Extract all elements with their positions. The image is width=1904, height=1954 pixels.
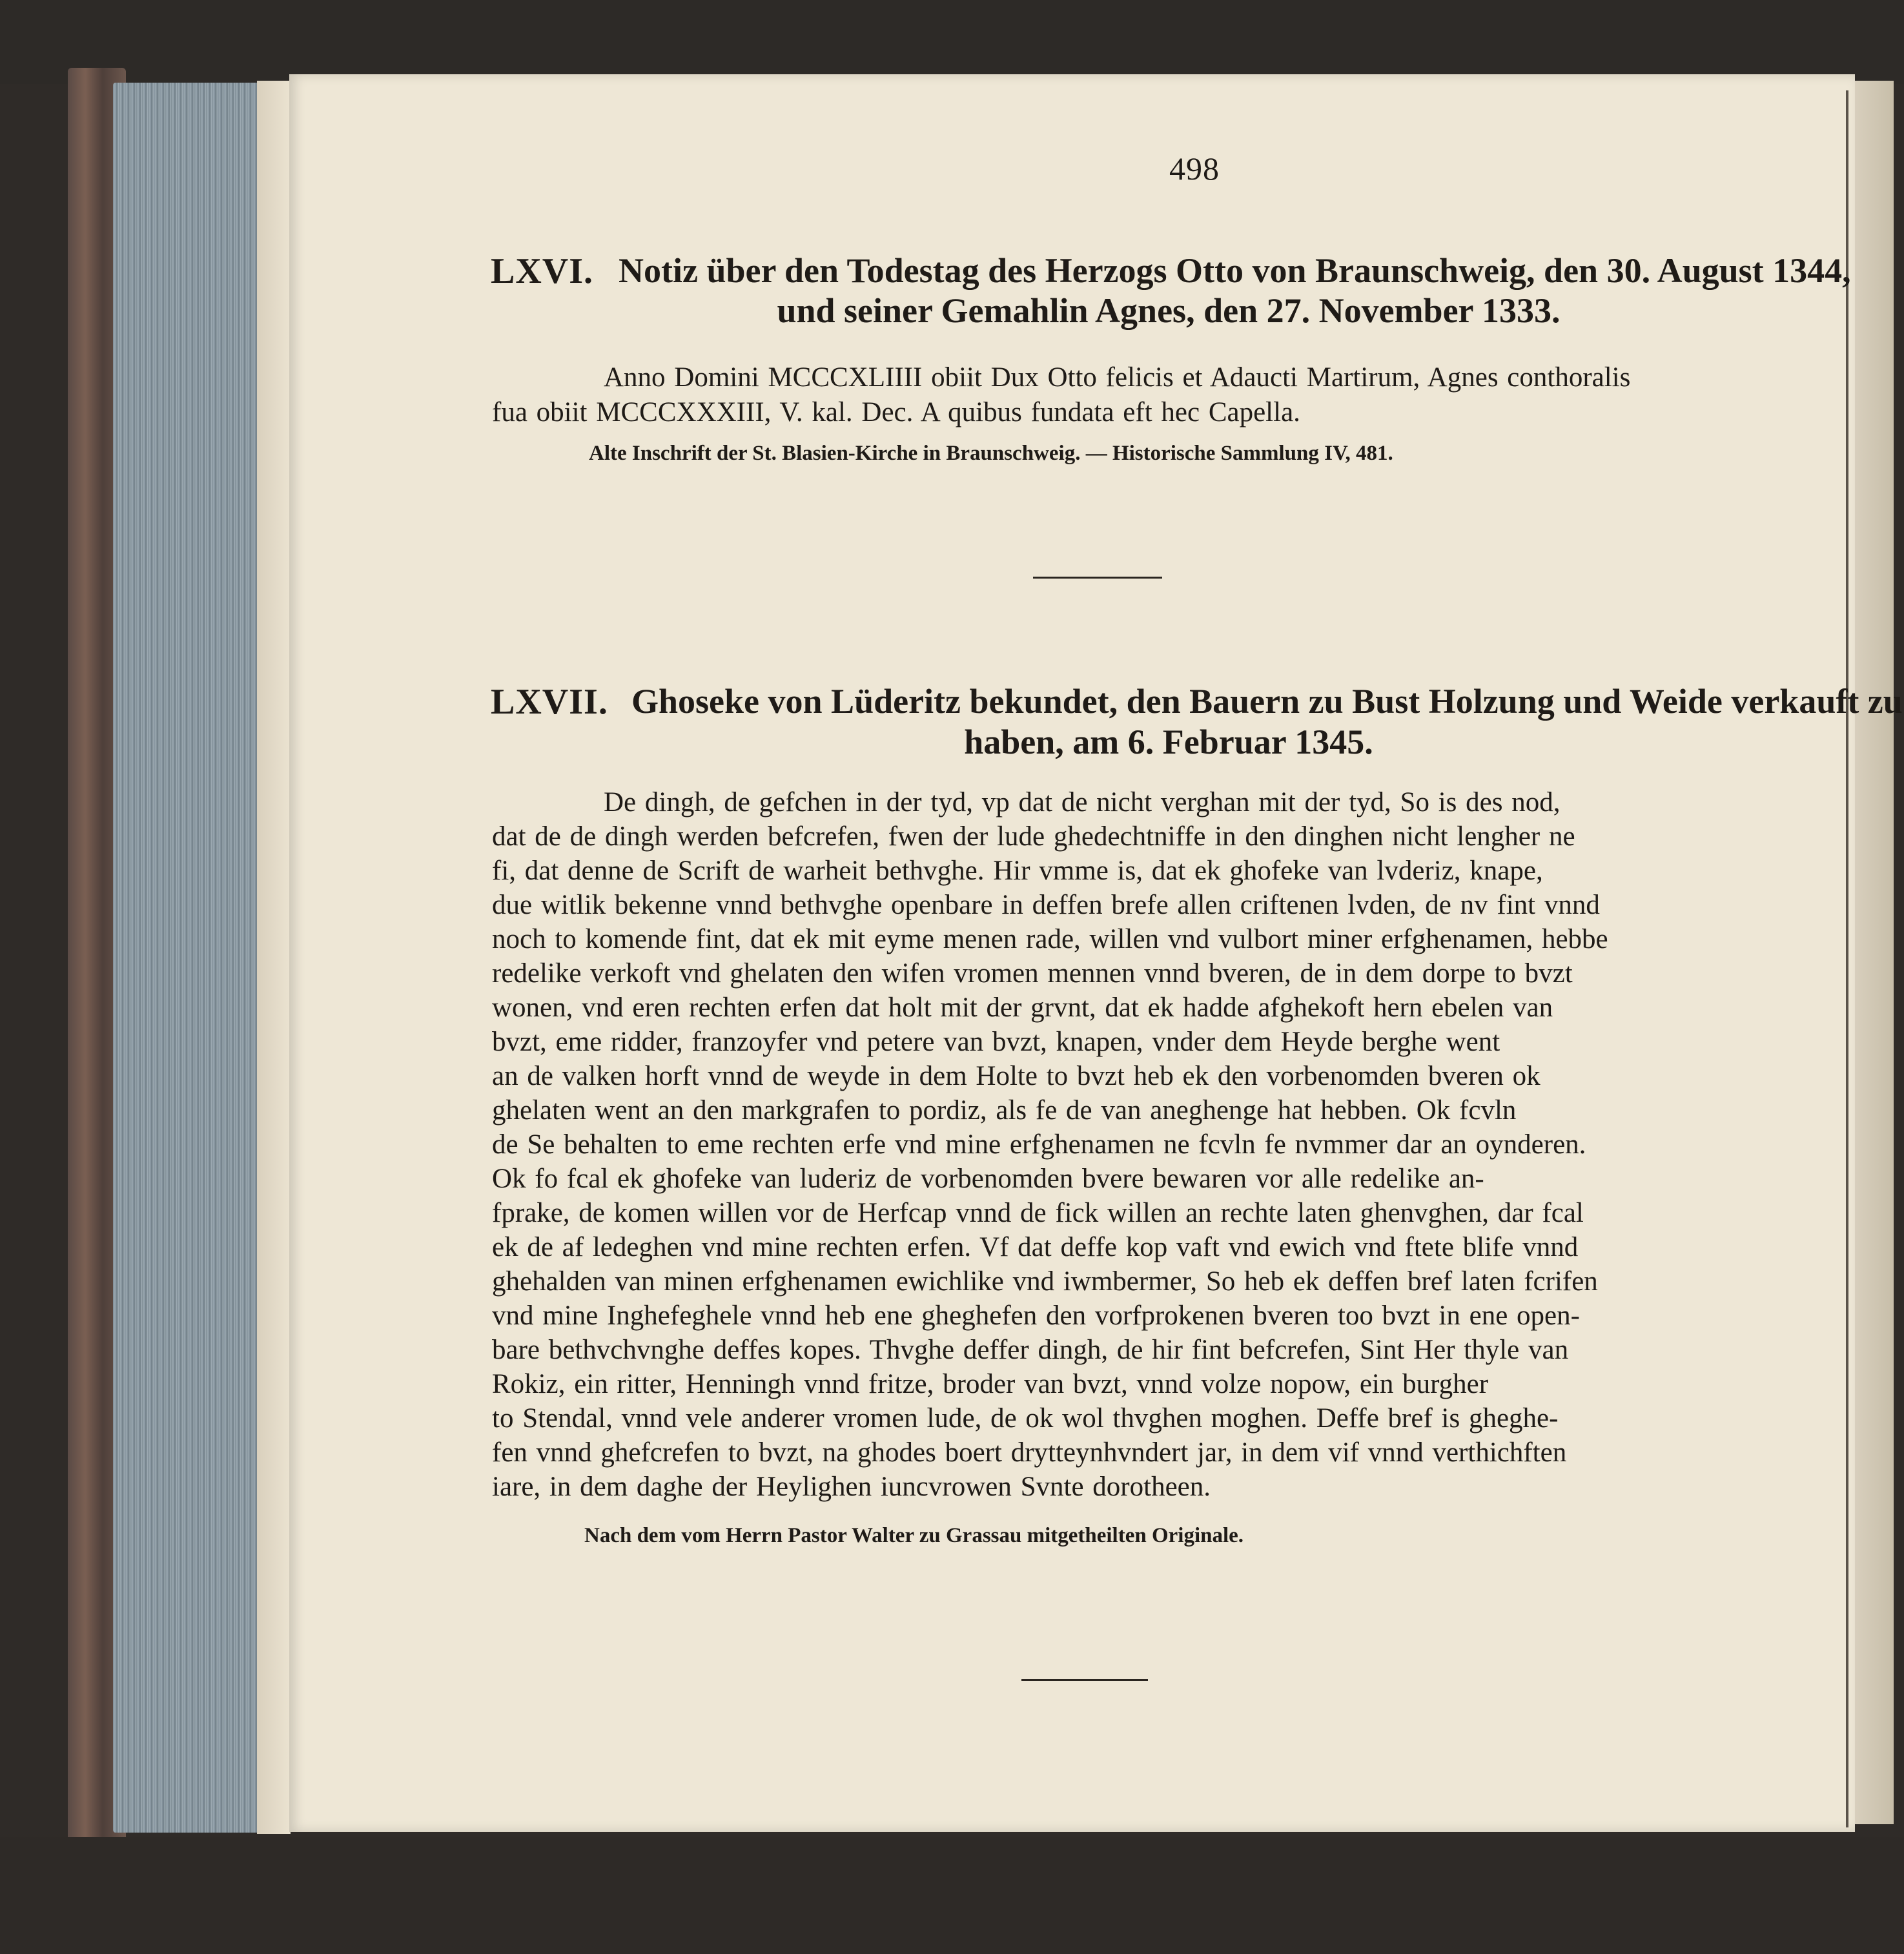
document-text-line: an de valken horft vnnd de weyde in dem Holte to bvzt heb ek den vorbenomden bveren ok — [492, 1061, 1541, 1091]
section-divider — [1033, 577, 1162, 579]
document-text-line: fi, dat denne de Scrift de warheit bethvghe. Hir vmme is, dat ek ghofeke van lvderiz, knape, — [492, 856, 1543, 886]
document-text-line: fprake, de komen willen vor de Herfcap vnnd de fick willen an rechte laten ghenvghen, dar fcal — [492, 1198, 1584, 1228]
document-text-line: bvzt, eme ridder, franzoyfer vnd petere van bvzt, knapen, vnder dem Heyde berghe went — [492, 1027, 1500, 1057]
inscription-line: Anno Domini MCCCXLIIII obiit Dux Otto felicis et Adaucti Martirum, Agnes conthoralis — [604, 362, 1631, 393]
document-text-line: vnd mine Inghefeghele vnnd heb ene gheghefen den vorfprokenen bveren too bvzt in ene open- — [492, 1301, 1580, 1331]
source-note: Nach dem vom Herrn Pastor Walter zu Grassau mitgetheilten Originale. — [584, 1524, 1244, 1547]
document-text-line: ghehalden van minen erfghenamen ewichlike vnd iwmbermer, So heb ek deffen bref laten fcrifen — [492, 1266, 1598, 1297]
document-text-line: Ok fo fcal ek ghofeke van luderiz de vorbenomden bvere bewaren vor alle redelike an- — [492, 1164, 1484, 1194]
document-text-line: noch to komende fint, dat ek mit eyme menen rade, willen vnd vulbort miner erfghenamen, hebbe — [492, 924, 1608, 954]
background-top — [0, 0, 1904, 84]
page-fold — [1846, 90, 1848, 1827]
document-text-line: bare bethvchvnghe deffes kopes. Thvghe deffer dingh, de hir fint befcrefen, Sint Her thyle van — [492, 1335, 1569, 1365]
document-text-line: ek de af ledeghen vnd mine rechten erfen. Vf dat deffe kop vaft vnd ewich vnd ftete blife vnnd — [492, 1232, 1579, 1262]
document-text-line: Rokiz, ein ritter, Henningh vnnd fritze, broder van bvzt, vnnd volze nopow, ein burgher — [492, 1369, 1489, 1399]
right-page-stack — [1855, 81, 1894, 1824]
page-edge-cream — [257, 81, 291, 1834]
document-text-line: ghelaten went an den markgrafen to pordiz, als fe de van aneghenge hat hebben. Ok fcvln — [492, 1095, 1517, 1126]
section-number: LXVII. — [491, 682, 608, 722]
document-text-line: dat de de dingh werden befcrefen, fwen der lude ghedechtniffe in den dinghen nicht lengher ne — [492, 821, 1575, 852]
document-text-line: redelike verkoft vnd ghelaten den wifen vromen mennen vnnd bveren, de in dem dorpe to bvzt — [492, 958, 1573, 989]
section-title-line: und seiner Gemahlin Agnes, den 27. November 1333. — [777, 291, 1561, 330]
document-text-line: to Stendal, vnnd vele anderer vromen lude, de ok wol thvghen moghen. Deffe bref is gheghe- — [492, 1403, 1559, 1434]
inscription-line: fua obiit MCCCXXXIII, V. kal. Dec. A quibus fundata eft hec Capella. — [492, 397, 1300, 427]
document-text-line: de Se behalten to eme rechten erfe vnd mine erfghenamen ne fcvln fe nvmmer dar an oynderen. — [492, 1129, 1586, 1160]
document-text-line: De dingh, de gefchen in der tyd, vp dat de nicht verghan mit der tyd, So is des nod, — [604, 787, 1561, 818]
document-text-line: due witlik bekenne vnnd bethvghe openbare in deffen brefe allen criftenen lvden, de nv fint vnnd — [492, 890, 1600, 920]
section-number: LXVI. — [491, 251, 594, 291]
section-title-line: Notiz über den Todestag des Herzogs Otto von Braunschweig, den 30. August 1344, — [619, 251, 1851, 290]
page-number: 498 — [1169, 150, 1220, 187]
section-title-line: haben, am 6. Februar 1345. — [964, 723, 1373, 761]
document-text-line: iare, in dem daghe der Heylighen iuncvrowen Svnte dorotheen. — [492, 1472, 1211, 1502]
source-note: Alte Inschrift der St. Blasien-Kirche in Braunschweig. — Historische Sammlung IV, 481. — [589, 442, 1393, 465]
background-bottom — [0, 1837, 1904, 1954]
document-text-line: fen vnnd ghefcrefen to bvzt, na ghodes boert drytteynhvndert jar, in dem vif vnnd verthichften — [492, 1437, 1567, 1468]
document-text-line: wonen, vnd eren rechten erfen dat holt mit der grvnt, dat ek hadde afghekoft hern ebelen van — [492, 992, 1553, 1023]
section-title-line: Ghoseke von Lüderitz bekundet, den Bauern zu Bust Holzung und Weide verkauft zu — [631, 682, 1903, 721]
section-divider — [1021, 1679, 1148, 1681]
